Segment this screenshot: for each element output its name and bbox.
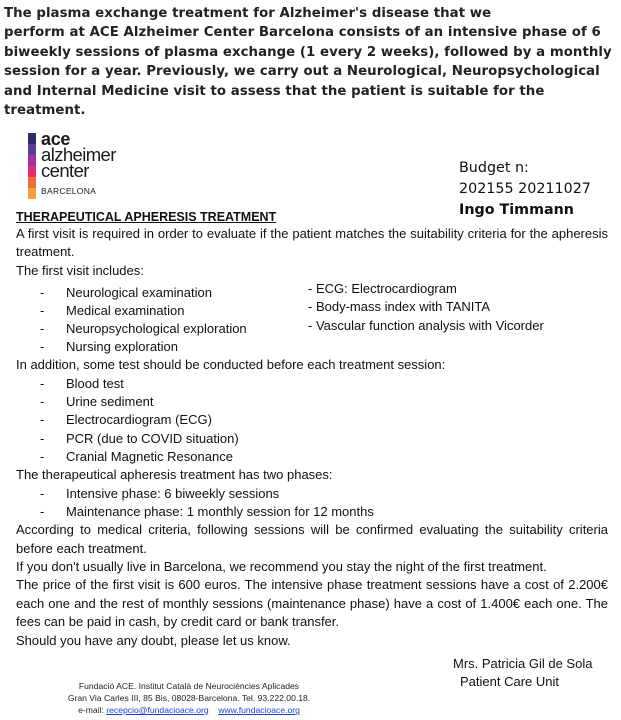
intro-line: The plasma exchange treatment for Alzheimer's disease that we xyxy=(4,6,492,21)
list-item: - Nursing exploration xyxy=(16,338,316,356)
list-item: - PCR (due to COVID situation) xyxy=(16,430,608,448)
logo-bar xyxy=(28,144,36,155)
list-item: - Neurological examination xyxy=(16,284,316,302)
list-item: - Cranial Magnetic Resonance xyxy=(16,448,608,466)
footer xyxy=(44,680,334,716)
footer-address: Gran Via Carles III, 85 Bis, 08028-Barcelona. Tel. 93.222.00.18. xyxy=(67,693,311,703)
ace-logo xyxy=(28,131,138,201)
list-item: - Urine sediment xyxy=(16,393,608,411)
budget-number: 202155 20211027 xyxy=(459,181,591,197)
intro-line: perform at ACE Alzheimer Center Barcelona consists of an intensive phase of 6 xyxy=(4,25,601,41)
price-paragraph: The price of the first visit is 600 euros. The intensive phase treatment sessions have a cost of 2.200€ each one and the rest of monthly sessions (maintenance phase) have a cost of 1.400€ each one. The fees can be paid in cash, by credit card or bank transfer. xyxy=(16,577,608,630)
signatory-name: Mrs. Patricia Gil de Sola xyxy=(453,656,593,671)
first-visit-paragraph: A first visit is required in order to evaluate if the patient matches the suitability criteria for the apheresis treatment. xyxy=(16,226,608,260)
list-item: - Electrocardiogram (ECG) xyxy=(16,411,608,429)
footer-contact xyxy=(44,704,334,716)
tests-intro: In addition, some test should be conducted before each treatment session: xyxy=(16,357,446,373)
list-item: - Maintenance phase: 1 monthly session for 12 months xyxy=(16,503,608,521)
phases-intro: The therapeutical apheresis treatment has two phases: xyxy=(16,467,333,483)
intro-line: biweekly sessions of plasma exchange (1 every 2 weeks), followed by a monthly xyxy=(4,44,612,60)
list-item: - Intensive phase: 6 biweekly sessions xyxy=(16,485,608,503)
logo-bar xyxy=(28,166,36,177)
first-visit-includes: The first visit includes: xyxy=(16,262,144,278)
logo-bar xyxy=(28,133,36,144)
website-link[interactable]: www.fundacioace.org xyxy=(218,705,300,715)
footer-organization: Fundació ACE. Institut Català de Neurociències Aplicades xyxy=(78,681,300,691)
list-item: - Blood test xyxy=(16,375,608,393)
list-item: - Neuropsychological exploration xyxy=(16,320,316,338)
list-item: - ECG: Electrocardiogram xyxy=(308,281,457,297)
list-item: - Body-mass index with TANITA xyxy=(308,299,491,315)
logo-ace: ace xyxy=(41,129,71,149)
email-label: e-mail: xyxy=(78,705,104,715)
treatment-section xyxy=(16,209,608,650)
intro-paragraph xyxy=(4,4,618,120)
logo-center: center xyxy=(41,160,89,181)
logo-bar xyxy=(28,188,36,199)
section-title: THERAPEUTICAL APHERESIS TREATMENT xyxy=(16,210,277,224)
budget-label: Budget n: xyxy=(459,160,529,176)
visit-side-list xyxy=(308,280,544,335)
first-visit-lists xyxy=(16,281,608,356)
logo-barcelona: BARCELONA xyxy=(41,186,97,196)
tests-list xyxy=(16,375,608,466)
logo-wordmark xyxy=(41,131,116,196)
logo-bar xyxy=(28,155,36,166)
doubt-paragraph: Should you have any doubt, please let us know. xyxy=(16,632,291,648)
signature-block xyxy=(453,655,592,691)
barcelona-paragraph: If you don't usually live in Barcelona, we recommend you stay the night of the first treatment. xyxy=(16,558,547,574)
phases-list xyxy=(16,485,608,522)
logo-color-bars xyxy=(28,133,36,199)
intro-line: session for a year. Previously, we carry out a Neurological, Neuropsychological xyxy=(4,64,600,80)
logo-bar xyxy=(28,177,36,188)
signatory-unit: Patient Care Unit xyxy=(460,674,559,689)
intro-line: and Internal Medicine visit to assess that the patient is suitable for the treatment. xyxy=(4,83,545,119)
list-item: - Medical examination xyxy=(16,302,316,320)
criteria-paragraph: According to medical criteria, following sessions will be confirmed evaluating the suitability criteria before each treatment. xyxy=(16,522,608,556)
logo-alzheimer: alzheimer xyxy=(41,144,116,165)
patient-name: Ingo Timmann xyxy=(459,202,574,218)
email-link[interactable]: recepcio@fundacioace.org xyxy=(106,705,209,715)
visit-items-list xyxy=(16,284,316,356)
list-item: - Vascular function analysis with Vicorder xyxy=(308,317,544,333)
